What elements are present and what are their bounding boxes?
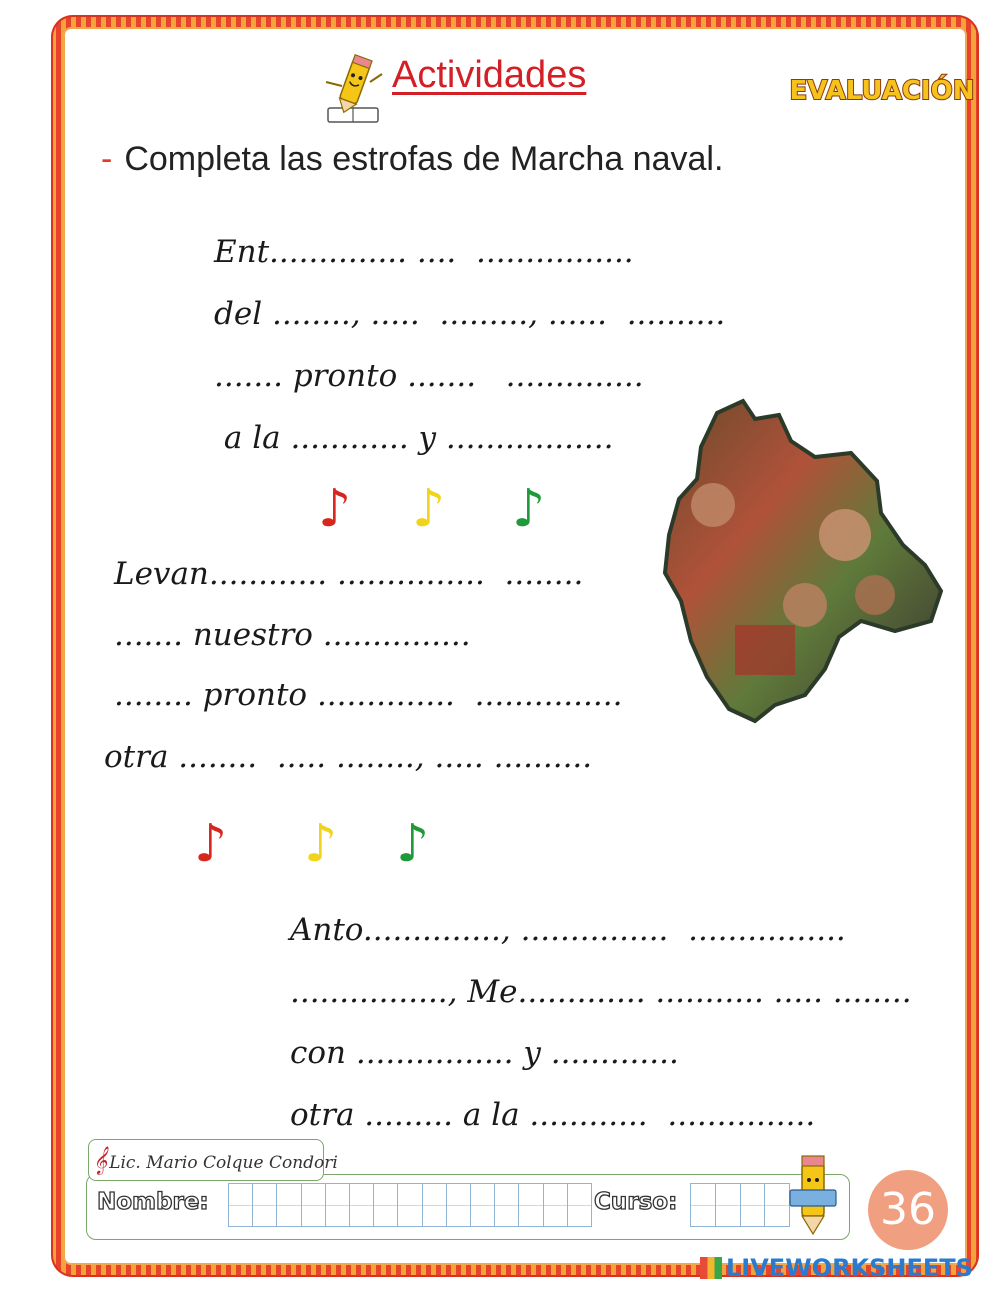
stanza3-line-3[interactable]: con ................ y ............. <box>290 1035 679 1071</box>
stanza1-line-1[interactable]: Ent.............. .... ................ <box>214 234 634 270</box>
student-info-box <box>86 1174 850 1240</box>
music-note-red-icon: ♪ <box>194 814 228 874</box>
stanza3-line-4[interactable]: otra ......... a la ............ ............... <box>290 1097 816 1133</box>
music-note-yellow-icon: ♪ <box>304 814 338 874</box>
music-note-green-icon: ♪ <box>512 479 546 539</box>
stanza1-line-4[interactable]: a la ............ y ................. <box>214 420 614 456</box>
pencil-mascot-icon <box>318 52 388 128</box>
evaluacion-badge <box>789 68 975 108</box>
stanza3-line-2[interactable]: ................, Me............. ........... ..... ........ <box>290 974 912 1010</box>
music-note-red-icon: ♪ <box>318 479 352 539</box>
instruction-dash: - <box>101 140 113 178</box>
nombre-input-grid[interactable] <box>228 1183 592 1227</box>
pencil-small-icon <box>786 1150 840 1238</box>
instruction-text: Completa las estrofas de Marcha naval. <box>124 140 724 178</box>
liveworksheets-logo-icon <box>700 1257 722 1279</box>
liveworksheets-text: LIVEWORKSHEETS <box>726 1254 973 1282</box>
page-title: Actividades <box>392 54 587 96</box>
liveworksheets-watermark <box>700 1254 973 1282</box>
music-note-yellow-icon: ♪ <box>412 479 446 539</box>
stanza1-line-2[interactable]: del ........, ..... ........., ...... .......... <box>214 296 726 332</box>
music-note-green-icon: ♪ <box>396 814 430 874</box>
author-name: Lic. Mario Colque Condori <box>109 1153 338 1173</box>
evaluacion-text: EVALUACIÓN <box>789 76 975 106</box>
author-signature <box>88 1139 338 1181</box>
instruction <box>101 140 723 179</box>
page-number-badge: 36 <box>868 1170 948 1250</box>
treble-clef-icon: 𝄞 <box>93 1146 108 1174</box>
curso-label: Curso: <box>594 1189 678 1215</box>
stanza2-line-1[interactable]: Levan............ ............... ........ <box>114 556 584 592</box>
stanza3-line-1[interactable]: Anto.............., ............... ................ <box>290 912 846 948</box>
nombre-label: Nombre: <box>97 1189 209 1215</box>
stanza2-line-3[interactable]: ........ pronto .............. ............... <box>114 677 623 713</box>
bolivia-map-image <box>655 395 955 725</box>
stanza2-line-4[interactable]: otra ........ ..... ........, ..... .......... <box>104 739 593 775</box>
stanza2-line-2[interactable]: ....... nuestro ............... <box>114 617 471 653</box>
stanza1-line-3[interactable]: ....... pronto ....... .............. <box>214 358 644 394</box>
curso-input-grid[interactable] <box>690 1183 790 1227</box>
